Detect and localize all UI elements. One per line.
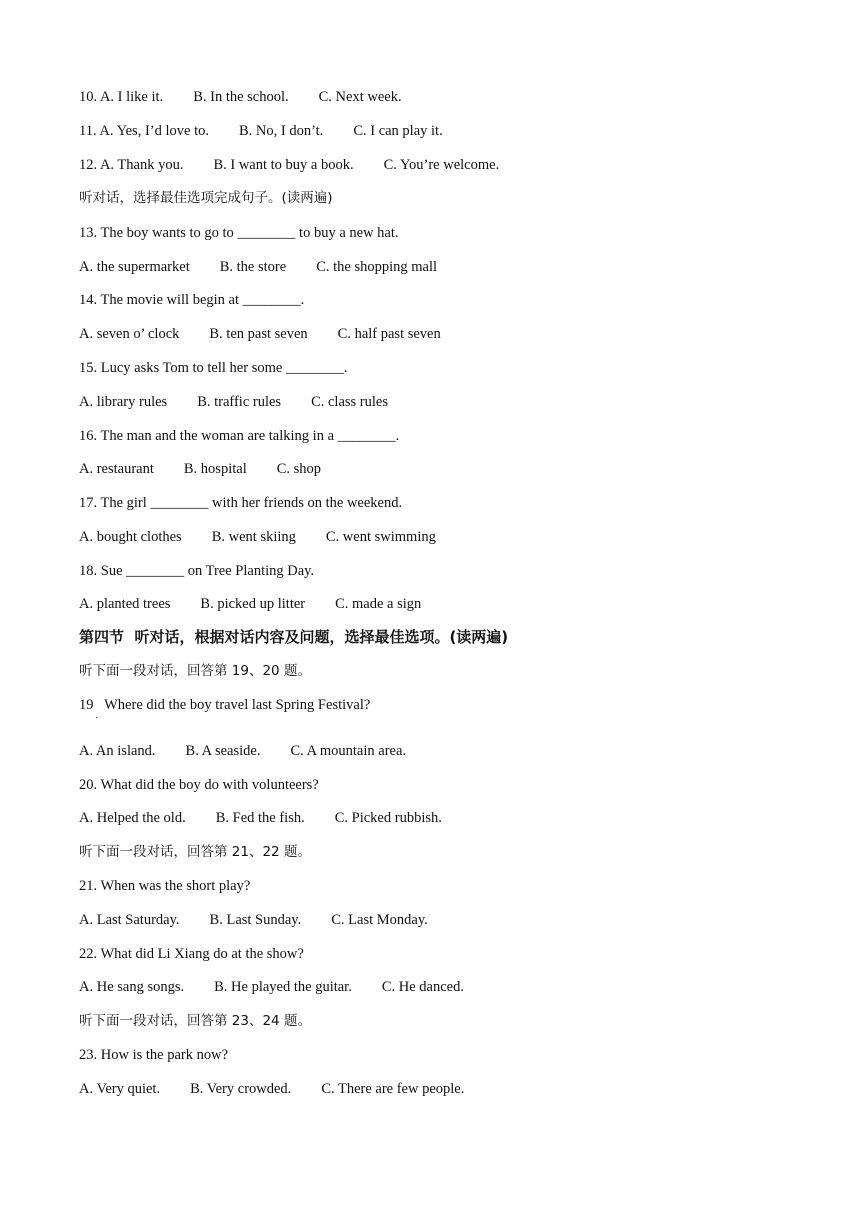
answer-option: A. Very quiet. (79, 1081, 161, 1097)
answer-option: A. He sang songs. (79, 979, 185, 995)
answer-option: B. the store (219, 259, 287, 275)
answer-option: B. Fed the fish. (215, 810, 305, 826)
answer-option: 12. A. Thank you. (79, 157, 184, 173)
answer-option: B. I want to buy a book. (213, 157, 354, 173)
question-text: 18. Sue ________ on Tree Planting Day. (79, 563, 315, 579)
answer-option: A. library rules (79, 394, 168, 410)
answer-option: B. ten past seven (209, 326, 308, 342)
answer-options (79, 460, 321, 478)
answer-options (79, 258, 437, 276)
answer-option: A. bought clothes (79, 529, 182, 545)
answer-option: B. In the school. (193, 89, 289, 105)
answer-option: A. planted trees (79, 596, 171, 612)
instruction-text: 听下面一段对话，回答第 19、20 题。 (79, 663, 311, 679)
answer-option: 10. A. I like it. (79, 89, 164, 105)
answer-option: B. hospital (183, 461, 247, 477)
answer-option: A. Last Saturday. (79, 912, 180, 928)
question-text: 15. Lucy asks Tom to tell her some ________. (79, 360, 348, 376)
answer-options (79, 911, 428, 929)
answer-option: C. Last Monday. (331, 912, 428, 928)
answer-option: B. A seaside. (185, 743, 261, 759)
question-text: 14. The movie will begin at ________. (79, 292, 305, 308)
section-heading: 第四节 听对话，根据对话内容及问题，选择最佳选项。(读两遍) (79, 628, 509, 646)
answer-option: B. Very crowded. (190, 1081, 292, 1097)
answer-option: B. Last Sunday. (209, 912, 302, 928)
question-text: 21. When was the short play? (79, 878, 251, 894)
answer-option: 11. A. Yes, I’d love to. (79, 123, 209, 139)
answer-option: A. Helped the old. (79, 810, 186, 826)
question-text: 22. What did Li Xiang do at the show? (79, 946, 304, 962)
answer-option: A. the supermarket (79, 259, 190, 275)
answer-option: C. the shopping mall (316, 259, 438, 275)
question-text: 13. The boy wants to go to ________ to buy a new hat. (79, 225, 399, 241)
answer-options (79, 88, 402, 106)
question-text: 20. What did the boy do with volunteers? (79, 777, 319, 793)
answer-options (79, 1080, 464, 1098)
answer-option: C. Next week. (318, 89, 402, 105)
answer-option: B. went skiing (211, 529, 296, 545)
answer-option: A. seven o’ clock (79, 326, 180, 342)
answer-option: C. He danced. (381, 979, 464, 995)
answer-options (79, 393, 388, 411)
answer-options (79, 325, 441, 343)
question-text: 17. The girl ________ with her friends on the weekend. (79, 495, 403, 511)
answer-options (79, 809, 442, 827)
answer-option: B. He played the guitar. (214, 979, 352, 995)
answer-options (79, 595, 421, 613)
answer-option: C. made a sign (335, 596, 422, 612)
answer-options (79, 528, 436, 546)
answer-options (79, 156, 499, 174)
answer-option: B. traffic rules (197, 394, 282, 410)
answer-options (79, 122, 443, 140)
instruction-text: 听下面一段对话，回答第 23、24 题。 (79, 1013, 311, 1029)
instruction-text: 听对话，选择最佳选项完成句子。(读两遍) (79, 190, 333, 206)
answer-option: C. You’re welcome. (383, 157, 500, 173)
instruction-text: 听下面一段对话，回答第 21、22 题。 (79, 844, 311, 860)
answer-option: A. restaurant (79, 461, 154, 477)
answer-option: C. A mountain area. (290, 743, 407, 759)
answer-option: C. half past seven (337, 326, 441, 342)
answer-option: C. There are few people. (321, 1081, 465, 1097)
answer-option: A. An island. (79, 743, 156, 759)
answer-option: C. Picked rubbish. (334, 810, 442, 826)
answer-option: C. I can play it. (353, 123, 443, 139)
stray-mark: ˙ (95, 716, 99, 727)
question-text: 16. The man and the woman are talking in a ________. (79, 428, 400, 444)
answer-option: B. No, I don’t. (238, 123, 324, 139)
answer-options (79, 978, 464, 996)
answer-option: C. shop (276, 461, 322, 477)
question-text: 19 Where did the boy travel last Spring Festival? (79, 697, 371, 713)
answer-option: B. picked up litter (200, 596, 306, 612)
answer-options (79, 742, 406, 760)
answer-option: C. class rules (311, 394, 388, 410)
question-text: 23. How is the park now? (79, 1047, 229, 1063)
answer-option: C. went swimming (325, 529, 436, 545)
